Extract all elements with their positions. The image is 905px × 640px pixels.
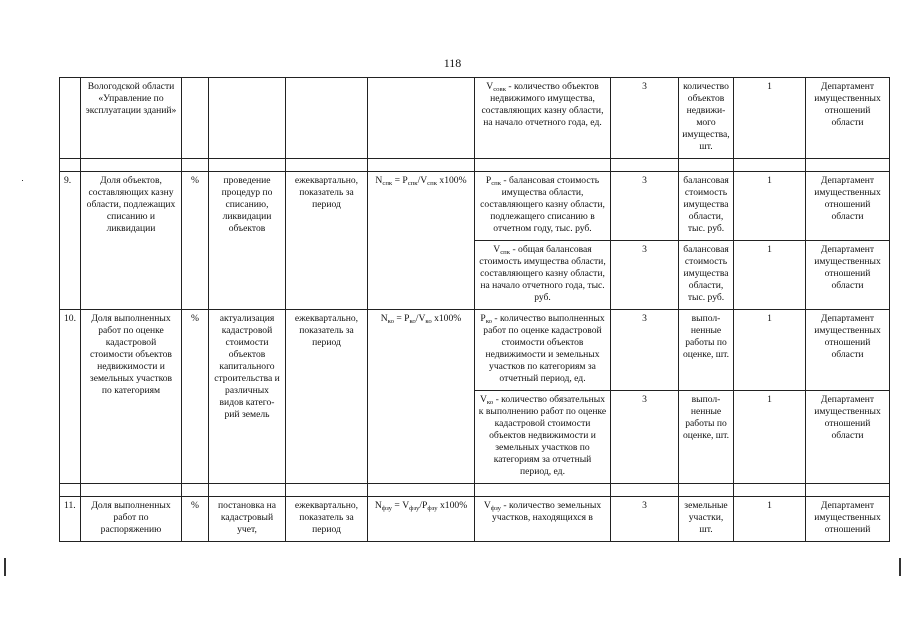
component-unit: земельные участки, шт. bbox=[679, 496, 734, 541]
indicator-name: Доля выполненных работ по оценке кадастровой стоимости объектов недвижимости и земельных участков по категориям bbox=[81, 309, 182, 483]
page-number: 118 bbox=[443, 56, 462, 70]
scan-artifact bbox=[899, 558, 901, 576]
responsible-department: Департамент имущественных отношений области bbox=[806, 171, 890, 240]
row-number: 10. bbox=[60, 309, 81, 483]
indicator-period: ежеквартально, показатель за период bbox=[286, 171, 368, 309]
table-row bbox=[60, 309, 890, 390]
indicator-formula: $N_{ко} = P_{ко}/V_{ко}$ х100% bbox=[368, 309, 475, 483]
table-row bbox=[60, 78, 890, 159]
component-description: $V_{ко}$ - количество обязательных к выполнению работ по оценке кадастровой стоимости объектов недвижимости и земельных участков по категориям за отчетный период, ед. bbox=[475, 390, 611, 483]
indicator-table bbox=[59, 77, 890, 542]
scan-artifact bbox=[4, 558, 6, 576]
responsible-department: Департамент имущественных отношений области bbox=[806, 78, 890, 159]
responsible-department: Департамент имущественных отношений области bbox=[806, 240, 890, 309]
indicator-name: Доля объектов, составляющих казну области, подлежащих списанию и ликвидации bbox=[81, 171, 182, 309]
indicator-unit: % bbox=[182, 309, 209, 483]
responsible-department: Департамент имущественных отношений области bbox=[806, 390, 890, 483]
component-method: 3 bbox=[611, 309, 679, 390]
indicator-unit bbox=[182, 78, 209, 159]
indicator-period: ежеквартально, показатель за период bbox=[286, 309, 368, 483]
component-method: 3 bbox=[611, 240, 679, 309]
component-description: $P_{ко}$ - количество выполненных работ по оценке кадастровой стоимости объектов недвижимости и земельных участков по категориям за отчетный период, ед. bbox=[475, 309, 611, 390]
component-unit: балансовая стоимость имущества области, тыс. руб. bbox=[679, 240, 734, 309]
indicator-period bbox=[286, 78, 368, 159]
component-description: $V_{совк}$ - количество объектов недвижимого имущества, составляющих казну области, на начало отчетного года, ед. bbox=[475, 78, 611, 159]
scan-artifact bbox=[22, 180, 23, 181]
component-unit: выпол- ненные работы по оценке, шт. bbox=[679, 309, 734, 390]
component-unit: выпол- ненные работы по оценке, шт. bbox=[679, 390, 734, 483]
component-flag: 1 bbox=[734, 78, 806, 159]
component-description: $P_{спк}$ - балансовая стоимость имущества области, составляющего казну области, подлежащего списанию в отчетном году, тыс. руб. bbox=[475, 171, 611, 240]
component-method: 3 bbox=[611, 78, 679, 159]
component-flag: 1 bbox=[734, 309, 806, 390]
indicator-unit: % bbox=[182, 171, 209, 309]
indicator-decision: актуализация кадастровой стоимости объектов капитального строительства и различных видов катего- рий земель bbox=[209, 309, 286, 483]
row-spacer bbox=[60, 158, 890, 171]
component-unit: балансовая стоимость имущества области, тыс. руб. bbox=[679, 171, 734, 240]
table-row bbox=[60, 171, 890, 240]
component-flag: 1 bbox=[734, 240, 806, 309]
indicator-unit: % bbox=[182, 496, 209, 541]
indicator-name: Доля выполненных работ по распоряжению bbox=[81, 496, 182, 541]
component-flag: 1 bbox=[734, 390, 806, 483]
component-description: $V_{спк}$ - общая балансовая стоимость имущества области, составляющего казну области, на начало отчетного года, тыс. руб. bbox=[475, 240, 611, 309]
responsible-department: Департамент имущественных отношений области bbox=[806, 309, 890, 390]
row-number: 9. bbox=[60, 171, 81, 309]
indicator-formula bbox=[368, 78, 475, 159]
component-method: 3 bbox=[611, 171, 679, 240]
indicator-decision bbox=[209, 78, 286, 159]
indicator-name: Вологодской области «Управление по эксплуатации зданий» bbox=[81, 78, 182, 159]
component-method: 3 bbox=[611, 390, 679, 483]
indicator-formula: $N_{фзу} = V_{фзу}/P_{фзу}$ х100% bbox=[368, 496, 475, 541]
component-flag: 1 bbox=[734, 171, 806, 240]
row-spacer bbox=[60, 483, 890, 496]
row-number bbox=[60, 78, 81, 159]
indicator-period: ежеквартально, показатель за период bbox=[286, 496, 368, 541]
table-row bbox=[60, 496, 890, 541]
component-description: $V_{фзу}$ - количество земельных участков, находящихся в bbox=[475, 496, 611, 541]
component-unit: количество объектов недвижи- мого имущества, шт. bbox=[679, 78, 734, 159]
indicator-decision: постановка на кадастровый учет, bbox=[209, 496, 286, 541]
indicator-decision: проведение процедур по списанию, ликвидации объектов bbox=[209, 171, 286, 309]
component-method: 3 bbox=[611, 496, 679, 541]
component-flag: 1 bbox=[734, 496, 806, 541]
indicator-formula: $N_{спк} = P_{спк}/V_{спк}$ х100% bbox=[368, 171, 475, 309]
row-number: 11. bbox=[60, 496, 81, 541]
responsible-department: Департамент имущественных отношений bbox=[806, 496, 890, 541]
